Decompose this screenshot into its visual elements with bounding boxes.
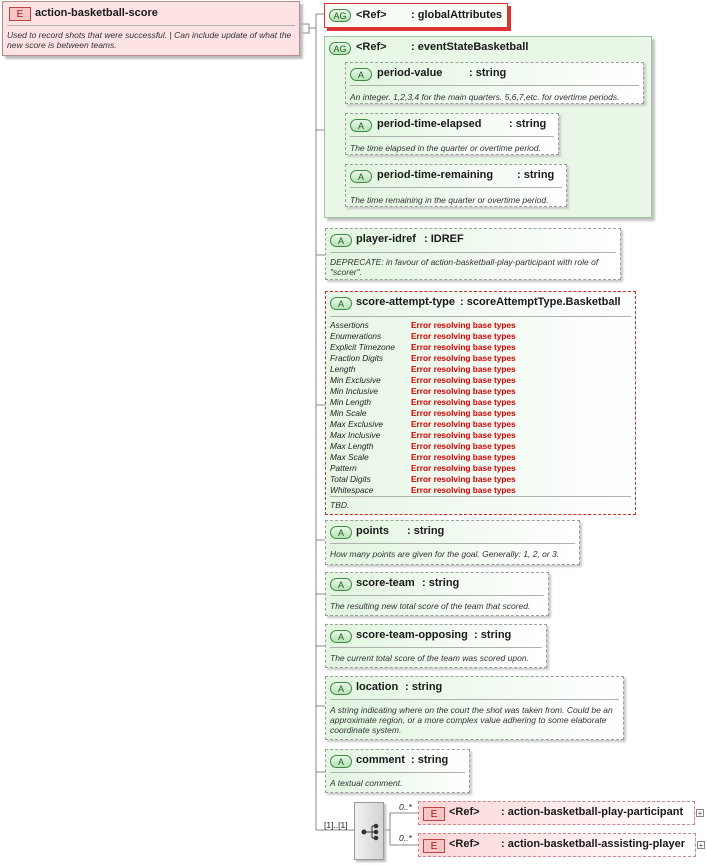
attribute-type: : string	[405, 681, 443, 693]
element-ref-name: : action-basketball-play-participant	[501, 806, 684, 818]
child-cardinality: 0..*	[399, 802, 412, 812]
divider	[330, 252, 616, 253]
attribute-description: TBD.	[330, 500, 350, 510]
ref-label: <Ref>	[356, 9, 387, 21]
root-element-description: Used to record shots that were successful. | Can include update of what the new score is between teams.	[7, 30, 292, 50]
attribute-badge: A	[330, 755, 352, 768]
facet-error: Error resolving base types	[411, 419, 516, 429]
expand-icon[interactable]: +	[698, 841, 704, 850]
attribute-description: A textual comment.	[330, 778, 403, 788]
divider	[330, 772, 465, 773]
attribute-type: : IDREF	[424, 233, 464, 245]
attribute-badge: A	[330, 526, 352, 539]
root-element-name: action-basketball-score	[35, 7, 158, 19]
attribute-location[interactable]	[325, 676, 624, 740]
attribute-name: period-value	[377, 67, 443, 79]
attribute-description: A string indicating where on the court the shot was taken from. Could be an approximate region, or a more complex value adhering to some elaborate coordinate system.	[330, 705, 613, 735]
facet-label: Min Inclusive	[330, 386, 378, 396]
attribute-period-value[interactable]	[345, 62, 644, 104]
attribute-description: The current total score of the team was scored upon.	[330, 653, 529, 663]
facet-label: Max Length	[330, 441, 374, 451]
facet-error: Error resolving base types	[411, 408, 516, 418]
attribute-name: player-idref	[356, 233, 416, 245]
attribute-score-attempt-type[interactable]	[325, 291, 636, 515]
attribute-group-badge: AG	[329, 42, 351, 55]
attribute-score-team-opposing[interactable]	[325, 624, 547, 668]
attribute-type: : scoreAttemptType.Basketball	[460, 296, 621, 308]
facet-label: Max Scale	[330, 452, 369, 462]
root-element[interactable]	[2, 1, 300, 56]
divider	[350, 187, 562, 188]
attribute-group-badge: AG	[329, 9, 351, 22]
attribute-type: : string	[407, 525, 445, 537]
attribute-period-time-remaining[interactable]	[345, 164, 567, 207]
attribute-type: : string	[509, 118, 547, 130]
divider	[350, 85, 639, 86]
facet-error: Error resolving base types	[411, 430, 516, 440]
attribute-name: period-time-remaining	[377, 169, 494, 181]
element-badge: E	[9, 7, 31, 21]
ref-label: <Ref>	[356, 41, 387, 53]
attribute-description: How many points are given for the goal. Generally: 1, 2, or 3.	[330, 549, 560, 559]
sequence-icon	[355, 803, 383, 859]
attribute-badge: A	[350, 170, 372, 183]
attribute-player-idref[interactable]	[325, 228, 621, 280]
facet-error: Error resolving base types	[411, 452, 516, 462]
attribute-type: : string	[422, 577, 460, 589]
element-badge: E	[423, 839, 445, 853]
attribute-description: DEPRECATE: in favour of action-basketball-play-participant with role of "scorer".	[330, 257, 599, 277]
attribute-badge: A	[330, 682, 352, 695]
facet-error: Error resolving base types	[411, 441, 516, 451]
attribute-name: location	[356, 681, 399, 693]
attribute-name: score-team-opposing	[356, 629, 468, 641]
facet-error: Error resolving base types	[411, 364, 516, 374]
facet-label: Pattern	[330, 463, 357, 473]
divider	[330, 316, 631, 317]
attribute-badge: A	[330, 297, 352, 310]
facet-error: Error resolving base types	[411, 474, 516, 484]
facet-label: Min Length	[330, 397, 372, 407]
attribute-badge: A	[350, 119, 372, 132]
facet-label: Max Inclusive	[330, 430, 381, 440]
element-badge: E	[423, 807, 445, 821]
attribute-name: period-time-elapsed	[377, 118, 482, 130]
divider	[7, 25, 295, 26]
attribute-score-team[interactable]	[325, 572, 549, 616]
facet-label: Assertions	[330, 320, 369, 330]
attribute-type: : string	[474, 629, 512, 641]
element-ref-play-participant[interactable]	[418, 801, 695, 825]
facet-error: Error resolving base types	[411, 331, 516, 341]
facet-error: Error resolving base types	[411, 353, 516, 363]
facet-label: Min Scale	[330, 408, 367, 418]
facet-error: Error resolving base types	[411, 386, 516, 396]
facet-error: Error resolving base types	[411, 397, 516, 407]
attribute-badge: A	[350, 68, 372, 81]
divider	[330, 595, 544, 596]
attribute-points[interactable]	[325, 520, 580, 565]
facet-label: Length	[330, 364, 356, 374]
facet-label: Max Exclusive	[330, 419, 384, 429]
attribute-name: points	[356, 525, 389, 537]
facet-label: Min Exclusive	[330, 375, 381, 385]
element-ref-assisting-player[interactable]	[418, 833, 696, 857]
facet-error: Error resolving base types	[411, 463, 516, 473]
attribute-period-time-elapsed[interactable]	[345, 113, 559, 155]
facet-label: Total Digits	[330, 474, 371, 484]
facet-error: Error resolving base types	[411, 342, 516, 352]
divider	[330, 647, 542, 648]
sequence-compositor[interactable]	[354, 802, 384, 860]
facet-label: Whitespace	[330, 485, 374, 495]
divider	[330, 699, 619, 700]
child-cardinality: 0..*	[399, 833, 412, 843]
attribute-description: An integer. 1,2,3,4 for the main quarters. 5,6,7,etc. for overtime periods.	[350, 92, 620, 102]
expand-icon[interactable]: +	[697, 809, 703, 818]
facet-label: Explicit Timezone	[330, 342, 395, 352]
event-state-basketball-name: : eventStateBasketball	[411, 41, 529, 53]
facet-error: Error resolving base types	[411, 485, 516, 495]
event-state-basketball-group[interactable]	[324, 36, 652, 218]
sequence-cardinality: [1]..[1]	[324, 820, 348, 830]
divider	[330, 496, 631, 497]
attribute-badge: A	[330, 578, 352, 591]
attribute-comment[interactable]	[325, 749, 470, 793]
divider	[350, 136, 554, 137]
facet-error: Error resolving base types	[411, 320, 516, 330]
attribute-badge: A	[330, 630, 352, 643]
attribute-type: : string	[411, 754, 449, 766]
attribute-type: : string	[517, 169, 555, 181]
attribute-name: score-attempt-type	[356, 296, 456, 308]
ref-label: <Ref>	[449, 806, 480, 818]
divider	[330, 543, 575, 544]
facet-error: Error resolving base types	[411, 375, 516, 385]
attribute-description: The resulting new total score of the team that scored.	[330, 601, 531, 611]
attribute-name: comment	[356, 754, 405, 766]
facet-label: Enumerations	[330, 331, 382, 341]
attribute-badge: A	[330, 234, 352, 247]
global-attributes-group[interactable]	[324, 3, 508, 28]
element-ref-name: : action-basketball-assisting-player	[501, 838, 685, 850]
attribute-type: : string	[469, 67, 507, 79]
attribute-description: The time elapsed in the quarter or overtime period.	[350, 143, 541, 153]
attribute-description: The time remaining in the quarter or overtime period.	[350, 195, 549, 205]
ref-label: <Ref>	[449, 838, 480, 850]
attribute-name: score-team	[356, 577, 415, 589]
global-attributes-name: : globalAttributes	[411, 9, 503, 21]
facet-label: Fraction Digits	[330, 353, 384, 363]
